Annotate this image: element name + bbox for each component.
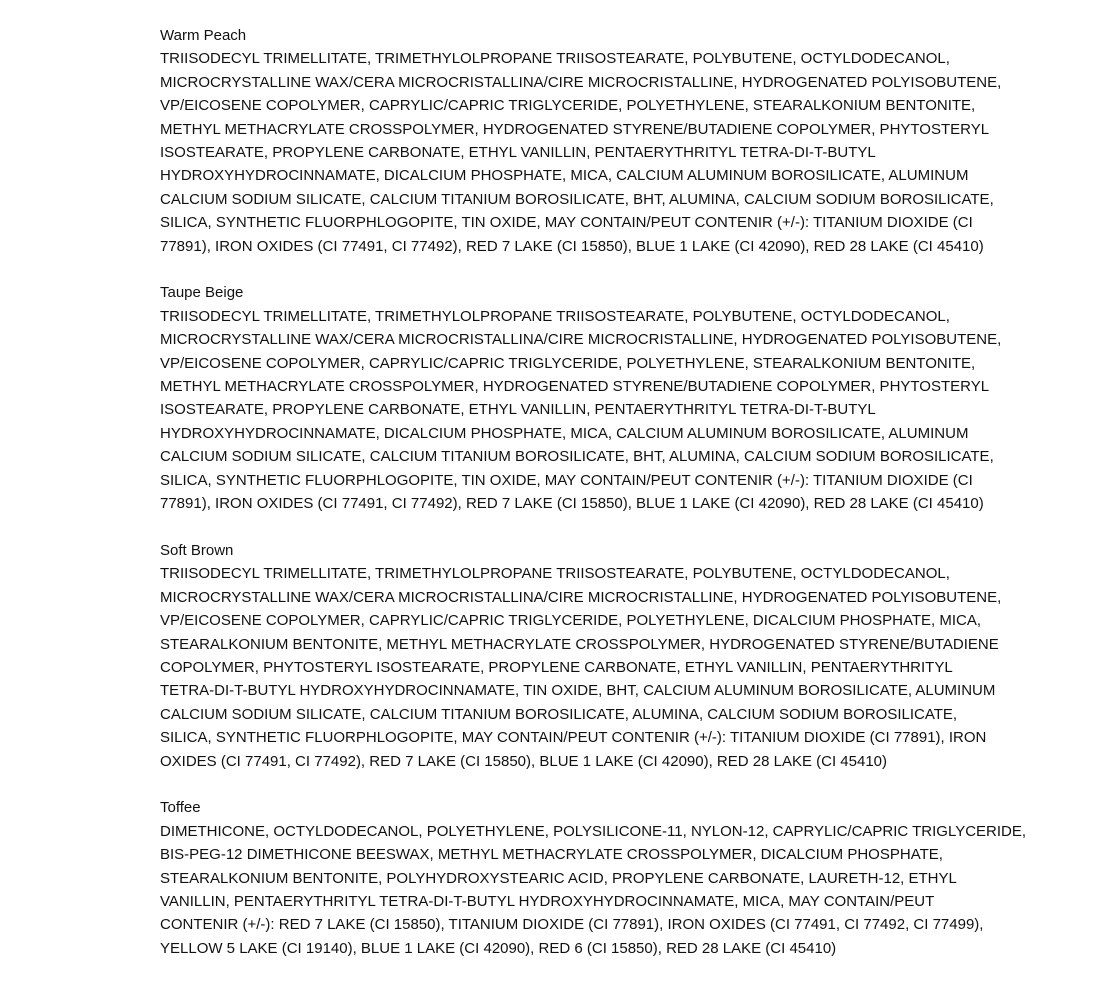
shade-section-warm-peach — [160, 24, 1002, 258]
ingredient-line: VANILLIN, PENTAERYTHRITYL TETRA-DI-T-BUTYL HYDROXYHYDROCINNAMATE, MICA, MAY CONTAIN/PEUT — [160, 892, 935, 910]
ingredient-line: METHYL METHACRYLATE CROSSPOLYMER, HYDROGENATED STYRENE/BUTADIENE COPOLYMER, PHYTOSTERYL — [160, 120, 990, 138]
ingredient-line: 77891), IRON OXIDES (CI 77491, CI 77492), RED 7 LAKE (CI 15850), BLUE 1 LAKE (CI 42090), RED 28 LAKE (CI 45410) — [160, 237, 984, 255]
ingredient-line: ISOSTEARATE, PROPYLENE CARBONATE, ETHYL VANILLIN, PENTAERYTHRITYL TETRA-DI-T-BUTYL — [160, 401, 876, 419]
shade-name: Warm Peach — [160, 27, 247, 44]
ingredient-line: MICROCRYSTALLINE WAX/CERA MICROCRISTALLINA/CIRE MICROCRISTALLINE, HYDROGENATED POLYISOBUTENE, — [160, 73, 1002, 91]
ingredient-line: DIMETHICONE, OCTYLDODECANOL, POLYETHYLENE, POLYSILICONE-11, NYLON-12, CAPRYLIC/CAPRIC TRIGLYCERIDE, — [160, 822, 1027, 840]
shade-section-soft-brown — [160, 539, 1002, 773]
ingredient-line: SILICA, SYNTHETIC FLUORPHLOGOPITE, TIN OXIDE, MAY CONTAIN/PEUT CONTENIR (+/-): TITANIUM DIOXIDE (CI — [160, 471, 973, 489]
ingredient-line: COPOLYMER, PHYTOSTERYL ISOSTEARATE, PROPYLENE CARBONATE, ETHYL VANILLIN, PENTAERYTHRITYL — [160, 658, 953, 676]
ingredient-line: TRIISODECYL TRIMELLITATE, TRIMETHYLOLPROPANE TRIISOSTEARATE, POLYBUTENE, OCTYLDODECANOL, — [160, 307, 950, 325]
ingredient-line: YELLOW 5 LAKE (CI 19140), BLUE 1 LAKE (CI 42090), RED 6 (CI 15850), RED 28 LAKE (CI 45410) — [160, 939, 837, 957]
ingredient-line: TETRA-DI-T-BUTYL HYDROXYHYDROCINNAMATE, TIN OXIDE, BHT, CALCIUM ALUMINUM BOROSILICATE, ALUMINUM — [160, 682, 996, 700]
ingredient-line: CALCIUM SODIUM SILICATE, CALCIUM TITANIUM BOROSILICATE, BHT, ALUMINA, CALCIUM SODIUM BOROSILICATE, — [160, 448, 994, 466]
ingredient-line: MICROCRYSTALLINE WAX/CERA MICROCRISTALLINA/CIRE MICROCRISTALLINE, HYDROGENATED POLYISOBUTENE, — [160, 588, 1002, 606]
ingredient-line: METHYL METHACRYLATE CROSSPOLYMER, HYDROGENATED STYRENE/BUTADIENE COPOLYMER, PHYTOSTERYL — [160, 378, 990, 396]
ingredient-line: OXIDES (CI 77491, CI 77492), RED 7 LAKE (CI 15850), BLUE 1 LAKE (CI 42090), RED 28 LAKE (CI 45410) — [160, 752, 888, 770]
ingredient-line: SILICA, SYNTHETIC FLUORPHLOGOPITE, MAY CONTAIN/PEUT CONTENIR (+/-): TITANIUM DIOXIDE (CI 77891), IRON — [160, 729, 987, 747]
ingredient-line: CALCIUM SODIUM SILICATE, CALCIUM TITANIUM BOROSILICATE, ALUMINA, CALCIUM SODIUM BOROSILICATE, — [160, 705, 958, 723]
ingredient-line: ISOSTEARATE, PROPYLENE CARBONATE, ETHYL VANILLIN, PENTAERYTHRITYL TETRA-DI-T-BUTYL — [160, 144, 876, 162]
ingredient-line: VP/EICOSENE COPOLYMER, CAPRYLIC/CAPRIC TRIGLYCERIDE, POLYETHYLENE, STEARALKONIUM BENTONITE, — [160, 97, 976, 115]
ingredient-line: STEARALKONIUM BENTONITE, POLYHYDROXYSTEARIC ACID, PROPYLENE CARBONATE, LAURETH-12, ETHYL — [160, 869, 957, 887]
ingredient-line: TRIISODECYL TRIMELLITATE, TRIMETHYLOLPROPANE TRIISOSTEARATE, POLYBUTENE, OCTYLDODECANOL, — [160, 50, 950, 68]
ingredient-line: 77891), IRON OXIDES (CI 77491, CI 77492), RED 7 LAKE (CI 15850), BLUE 1 LAKE (CI 42090), RED 28 LAKE (CI 45410) — [160, 495, 984, 513]
ingredient-line: VP/EICOSENE COPOLYMER, CAPRYLIC/CAPRIC TRIGLYCERIDE, POLYETHYLENE, STEARALKONIUM BENTONITE, — [160, 354, 976, 372]
ingredient-line: TRIISODECYL TRIMELLITATE, TRIMETHYLOLPROPANE TRIISOSTEARATE, POLYBUTENE, OCTYLDODECANOL, — [160, 565, 950, 583]
ingredient-line: BIS-PEG-12 DIMETHICONE BEESWAX, METHYL METHACRYLATE CROSSPOLYMER, DICALCIUM PHOSPHATE, — [160, 846, 943, 864]
shade-section-taupe-beige — [160, 281, 1002, 515]
shade-name: Soft Brown — [160, 541, 234, 559]
ingredient-line: SILICA, SYNTHETIC FLUORPHLOGOPITE, TIN OXIDE, MAY CONTAIN/PEUT CONTENIR (+/-): TITANIUM DIOXIDE (CI — [160, 214, 973, 232]
ingredient-line: HYDROXYHYDROCINNAMATE, DICALCIUM PHOSPHATE, MICA, CALCIUM ALUMINUM BOROSILICATE, ALUMINUM — [160, 167, 969, 185]
ingredient-line: CALCIUM SODIUM SILICATE, CALCIUM TITANIUM BOROSILICATE, BHT, ALUMINA, CALCIUM SODIUM BOROSILICATE, — [160, 190, 994, 208]
ingredient-line: HYDROXYHYDROCINNAMATE, DICALCIUM PHOSPHATE, MICA, CALCIUM ALUMINUM BOROSILICATE, ALUMINUM — [160, 424, 969, 442]
shade-section-toffee — [160, 796, 1027, 960]
ingredients-document — [160, 24, 1027, 984]
ingredient-line: MICROCRYSTALLINE WAX/CERA MICROCRISTALLINA/CIRE MICROCRISTALLINE, HYDROGENATED POLYISOBUTENE, — [160, 331, 1002, 349]
shade-name: Taupe Beige — [160, 284, 244, 302]
ingredient-line: VP/EICOSENE COPOLYMER, CAPRYLIC/CAPRIC TRIGLYCERIDE, POLYETHYLENE, DICALCIUM PHOSPHATE, MICA, — [160, 612, 982, 630]
shade-name: Toffee — [160, 799, 201, 817]
ingredient-line: CONTENIR (+/-): RED 7 LAKE (CI 15850), TITANIUM DIOXIDE (CI 77891), IRON OXIDES (CI 77491, CI 77492, CI 77499), — [160, 916, 984, 934]
ingredient-line: STEARALKONIUM BENTONITE, METHYL METHACRYLATE CROSSPOLYMER, HYDROGENATED STYRENE/BUTADIENE — [160, 635, 999, 653]
